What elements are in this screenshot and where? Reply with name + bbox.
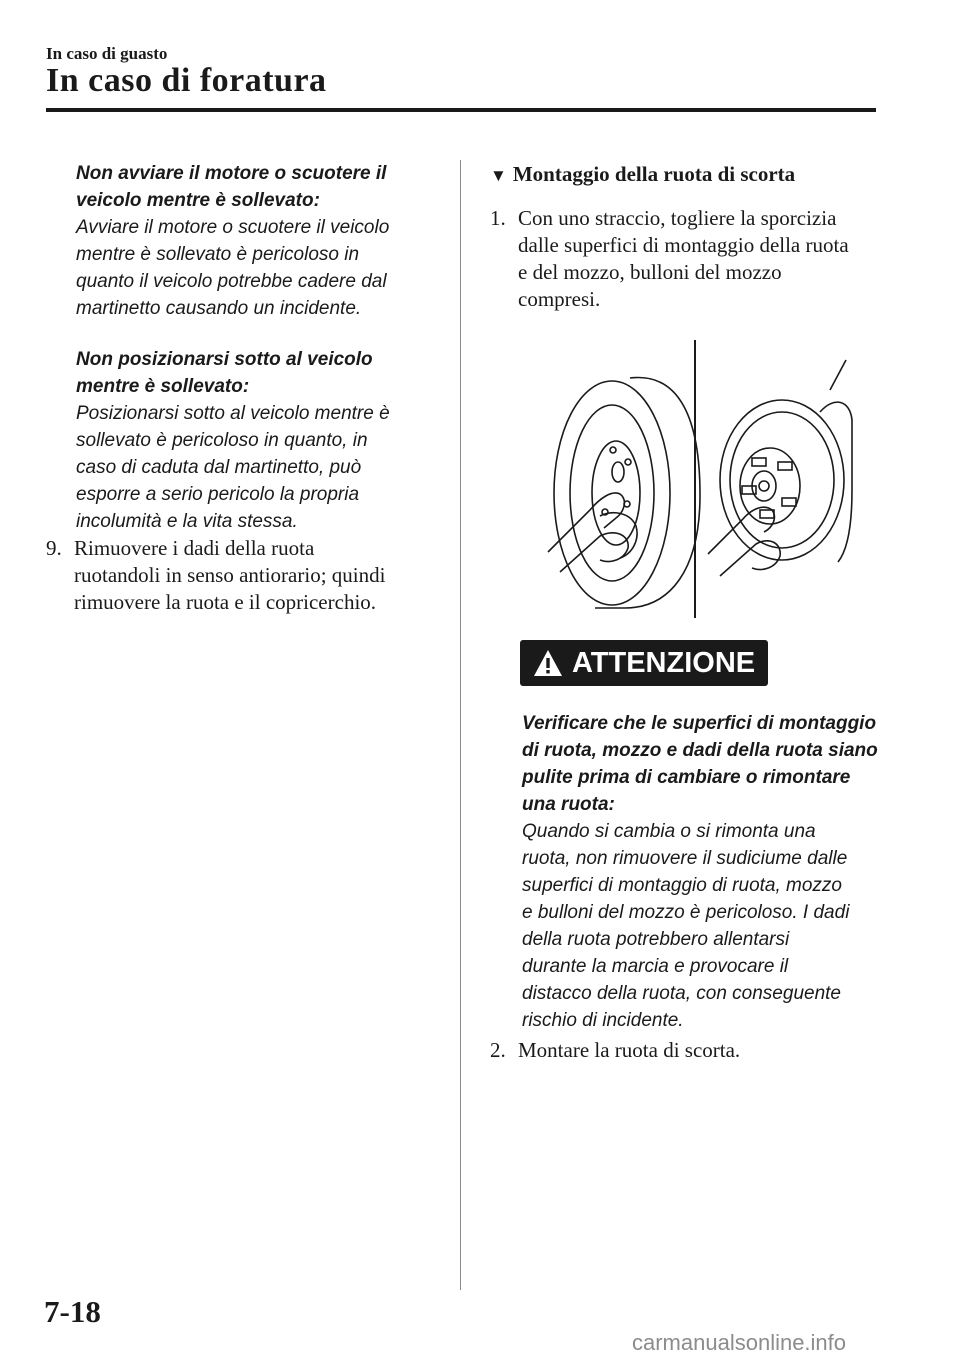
step-2 <box>490 1037 890 1067</box>
warning-body-line: mentre è sollevato è pericoloso in <box>76 244 360 265</box>
step-text-line: Montare la ruota di scorta. <box>518 1038 741 1062</box>
step-text-line: rimuovere la ruota e il copricerchio. <box>74 590 377 614</box>
attention-heading-line: una ruota: <box>522 794 615 815</box>
warning-body-line: quanto il veicolo potrebbe cadere dal <box>76 271 387 292</box>
step-9 <box>46 535 446 625</box>
warning-body-line: sollevato è pericoloso in quanto, in <box>76 430 368 451</box>
warning-triangle-icon <box>532 648 564 678</box>
step-text-line: compresi. <box>518 287 601 311</box>
warning-engine-block <box>76 160 436 322</box>
step-text-line: Rimuovere i dadi della ruota <box>74 536 315 560</box>
column-divider <box>460 160 461 1290</box>
warning-body-line: esporre a serio pericolo la propria <box>76 484 360 505</box>
section-heading <box>490 162 795 187</box>
attention-body-line: rischio di incidente. <box>522 1010 684 1031</box>
step-text-line: Con uno straccio, togliere la sporcizia <box>518 206 837 230</box>
attention-badge <box>520 640 768 686</box>
step-text-line: e del mozzo, bulloni del mozzo <box>518 260 782 284</box>
warning-body-line: caso di caduta dal martinetto, può <box>76 457 362 478</box>
header-divider <box>46 108 876 112</box>
attention-body-line: della ruota potrebbero allentarsi <box>522 929 790 950</box>
warning-heading-line: veicolo mentre è sollevato: <box>76 190 320 211</box>
wheel-hub-cleaning-illustration <box>520 340 860 618</box>
step-number: 1. <box>490 206 506 230</box>
step-text-line: ruotandoli in senso antiorario; quindi <box>74 563 386 587</box>
attention-label: ATTENZIONE <box>572 646 756 679</box>
warning-heading-line: Non posizionarsi sotto al veicolo <box>76 349 373 370</box>
page-number: 7-18 <box>44 1294 101 1329</box>
attention-heading-line: di ruota, mozzo e dadi della ruota siano <box>522 740 878 761</box>
attention-body-line: durante la marcia e provocare il <box>522 956 789 977</box>
step-number: 9. <box>46 536 62 560</box>
attention-body-line: distacco della ruota, con conseguente <box>522 983 841 1004</box>
step-1 <box>490 205 890 325</box>
attention-body-line: superfici di montaggio di ruota, mozzo <box>522 875 842 896</box>
attention-heading-line: Verificare che le superfici di montaggio <box>522 713 877 734</box>
attention-body-line: Quando si cambia o si rimonta una <box>522 821 816 842</box>
warning-body-line: incolumità e la vita stessa. <box>76 511 298 532</box>
attention-block <box>522 710 882 1034</box>
page-title: In caso di foratura <box>46 62 327 99</box>
warning-under-vehicle-block <box>76 346 436 535</box>
attention-heading-line: pulite prima di cambiare o rimontare <box>522 767 851 788</box>
section-breadcrumb: In caso di guasto <box>46 44 168 63</box>
warning-body-line: martinetto causando un incidente. <box>76 298 362 319</box>
warning-body-line: Avviare il motore o scuotere il veicolo <box>76 217 390 238</box>
triangle-marker-icon: ▼ <box>490 166 507 185</box>
step-number: 2. <box>490 1038 506 1062</box>
step-text-line: dalle superfici di montaggio della ruota <box>518 233 849 257</box>
attention-body-line: ruota, non rimuovere il sudiciume dalle <box>522 848 848 869</box>
warning-heading-line: Non avviare il motore o scuotere il <box>76 163 387 184</box>
attention-body-line: e bulloni del mozzo è pericoloso. I dadi <box>522 902 850 923</box>
watermark: carmanualsonline.info <box>632 1330 847 1355</box>
warning-body-line: Posizionarsi sotto al veicolo mentre è <box>76 403 390 424</box>
warning-heading-line: mentre è sollevato: <box>76 376 250 397</box>
section-heading-text: Montaggio della ruota di scorta <box>512 162 796 186</box>
